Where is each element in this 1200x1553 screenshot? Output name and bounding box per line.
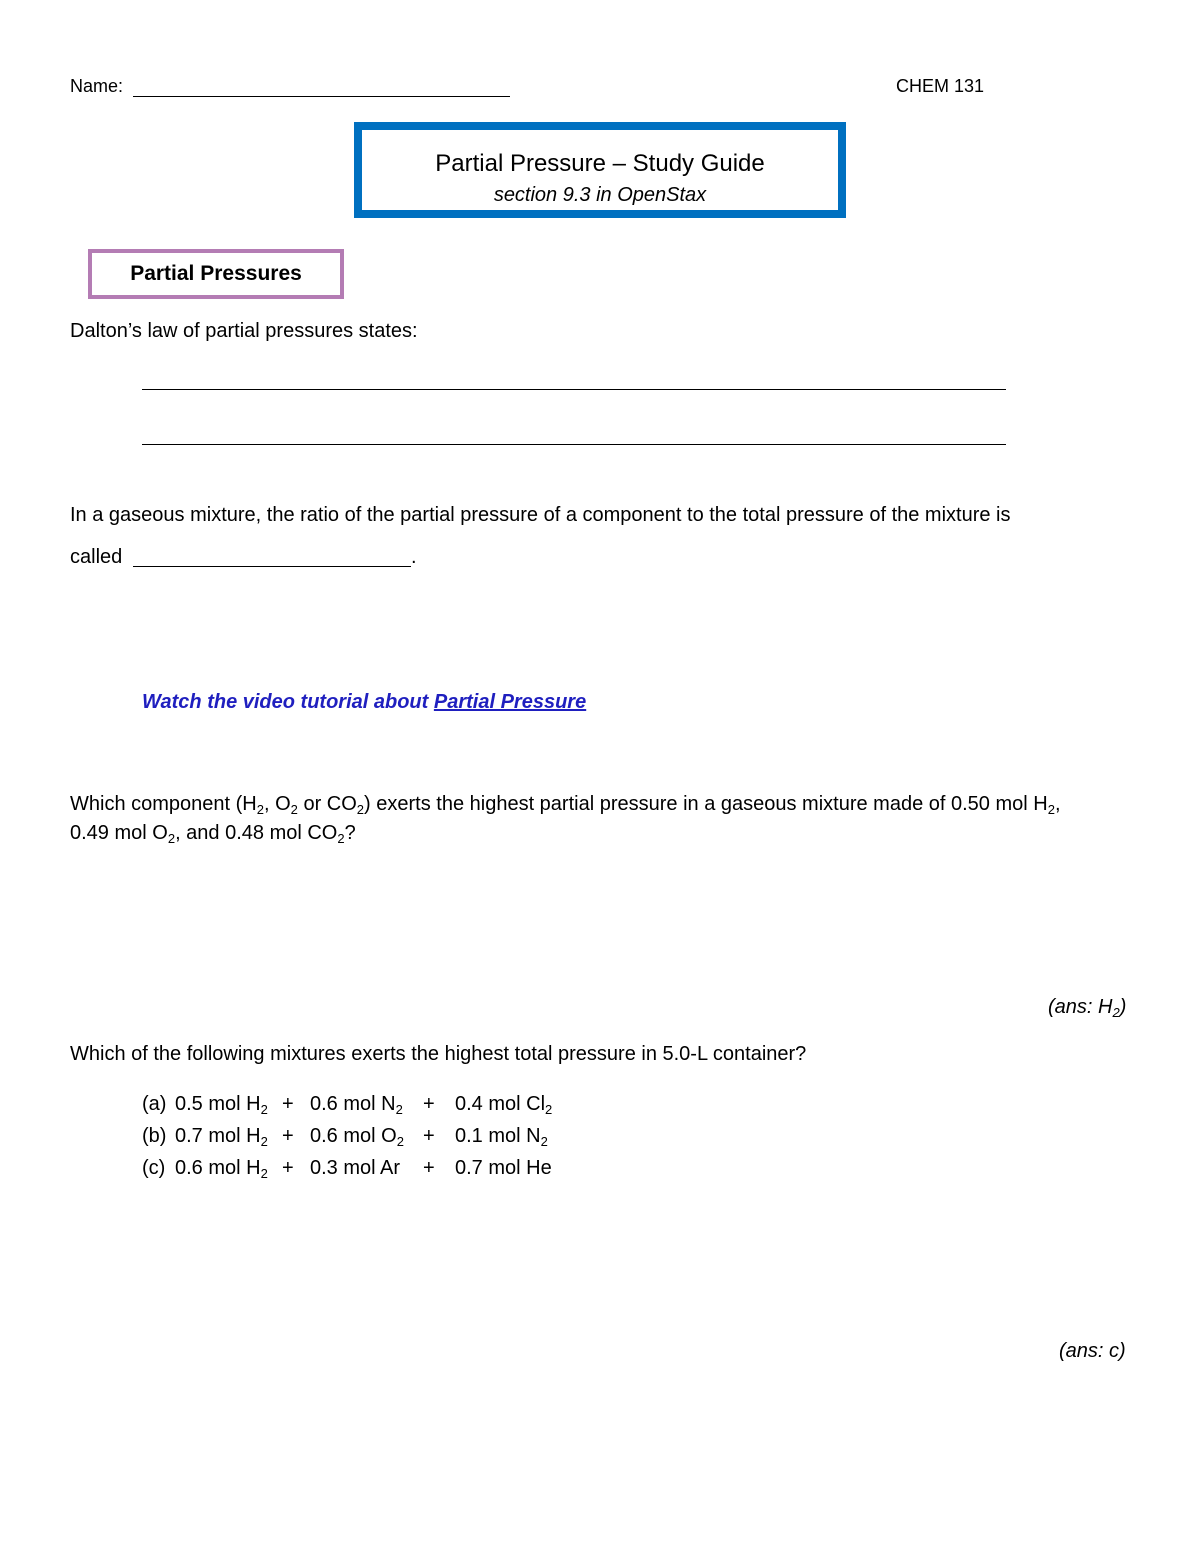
period: . [411, 546, 417, 568]
page-subtitle: section 9.3 in OpenStax [493, 184, 707, 206]
mole-fraction-blank-line [133, 566, 411, 567]
partial-pressure-video-link[interactable]: Partial Pressure [433, 691, 587, 713]
course-code: CHEM 131 [896, 76, 985, 96]
mole-fraction-question-line1: In a gaseous mixture, the ratio of the partial pressure of a component to the total pressure of the mixture is [70, 504, 1011, 526]
section-heading: Partial Pressures [88, 249, 344, 299]
name-blank-line [133, 96, 510, 97]
highest-total-pressure-question: Which of the following mixtures exerts the highest total pressure in 5.0-L container? [70, 1043, 807, 1065]
study-guide-page: Name: CHEM 131 Partial Pressure – Study Guide section 9.3 in OpenStax Partial Pressures Dalton’s law of partial pressures states: In a gaseous mixture, the ratio of the partial pressure of a component to the total pressure of the mixture is called . Watch the video tutorial about Partial Pressure Which component ($H_2$, $O_2$ or $CO_2$) exerts the highest partial pressure in a gaseous mixture made of 0.50 mol $H_2$, 0.49 mol $O_2$, and 0.48 mol $CO_2$? (ans: $H_2$) Which of the following mixtures exerts the highest total pressure in 5.0-L container? (a) 0.5 mol $H_2$ + 0.6 mol $N_2$ + 0.4 mol $Cl_2$ (b) 0.7 mol $H_2$ + 0.6 mol $O_2$ + 0.1 mol $N_2$ (c) 0.6 mol $H_2$ + 0.3 mol Ar + 0.7 mol He (ans: c) [70, 76, 1127, 1362]
highest-partial-pressure-question-line1: Which component ($H_2$, $O_2$ or $CO_2$) exerts the highest partial pressure in a gaseous mixture made of 0.50 mol $H_2$, [70, 793, 1061, 817]
called-label: called [70, 546, 123, 568]
mole-fraction-question-line2 [70, 546, 122, 569]
video-tutorial-line [142, 691, 586, 714]
answer-blank-line-2 [142, 444, 1006, 445]
q3-answer: (ans: $H_2$) [1048, 996, 1127, 1020]
q4-answer: (ans: c) [1059, 1340, 1126, 1362]
name-label: Name: [70, 76, 124, 96]
dalton-law-prompt: Dalton’s law of partial pressures states: [70, 320, 418, 342]
highest-partial-pressure-question-line2: 0.49 mol $O_2$, and 0.48 mol $CO_2$? [70, 822, 356, 846]
answer-blank-line-1 [142, 389, 1006, 390]
video-tutorial-text: Watch the video tutorial about [142, 691, 434, 713]
page-title: Partial Pressure – Study Guide [435, 150, 765, 177]
title-box [354, 122, 846, 218]
